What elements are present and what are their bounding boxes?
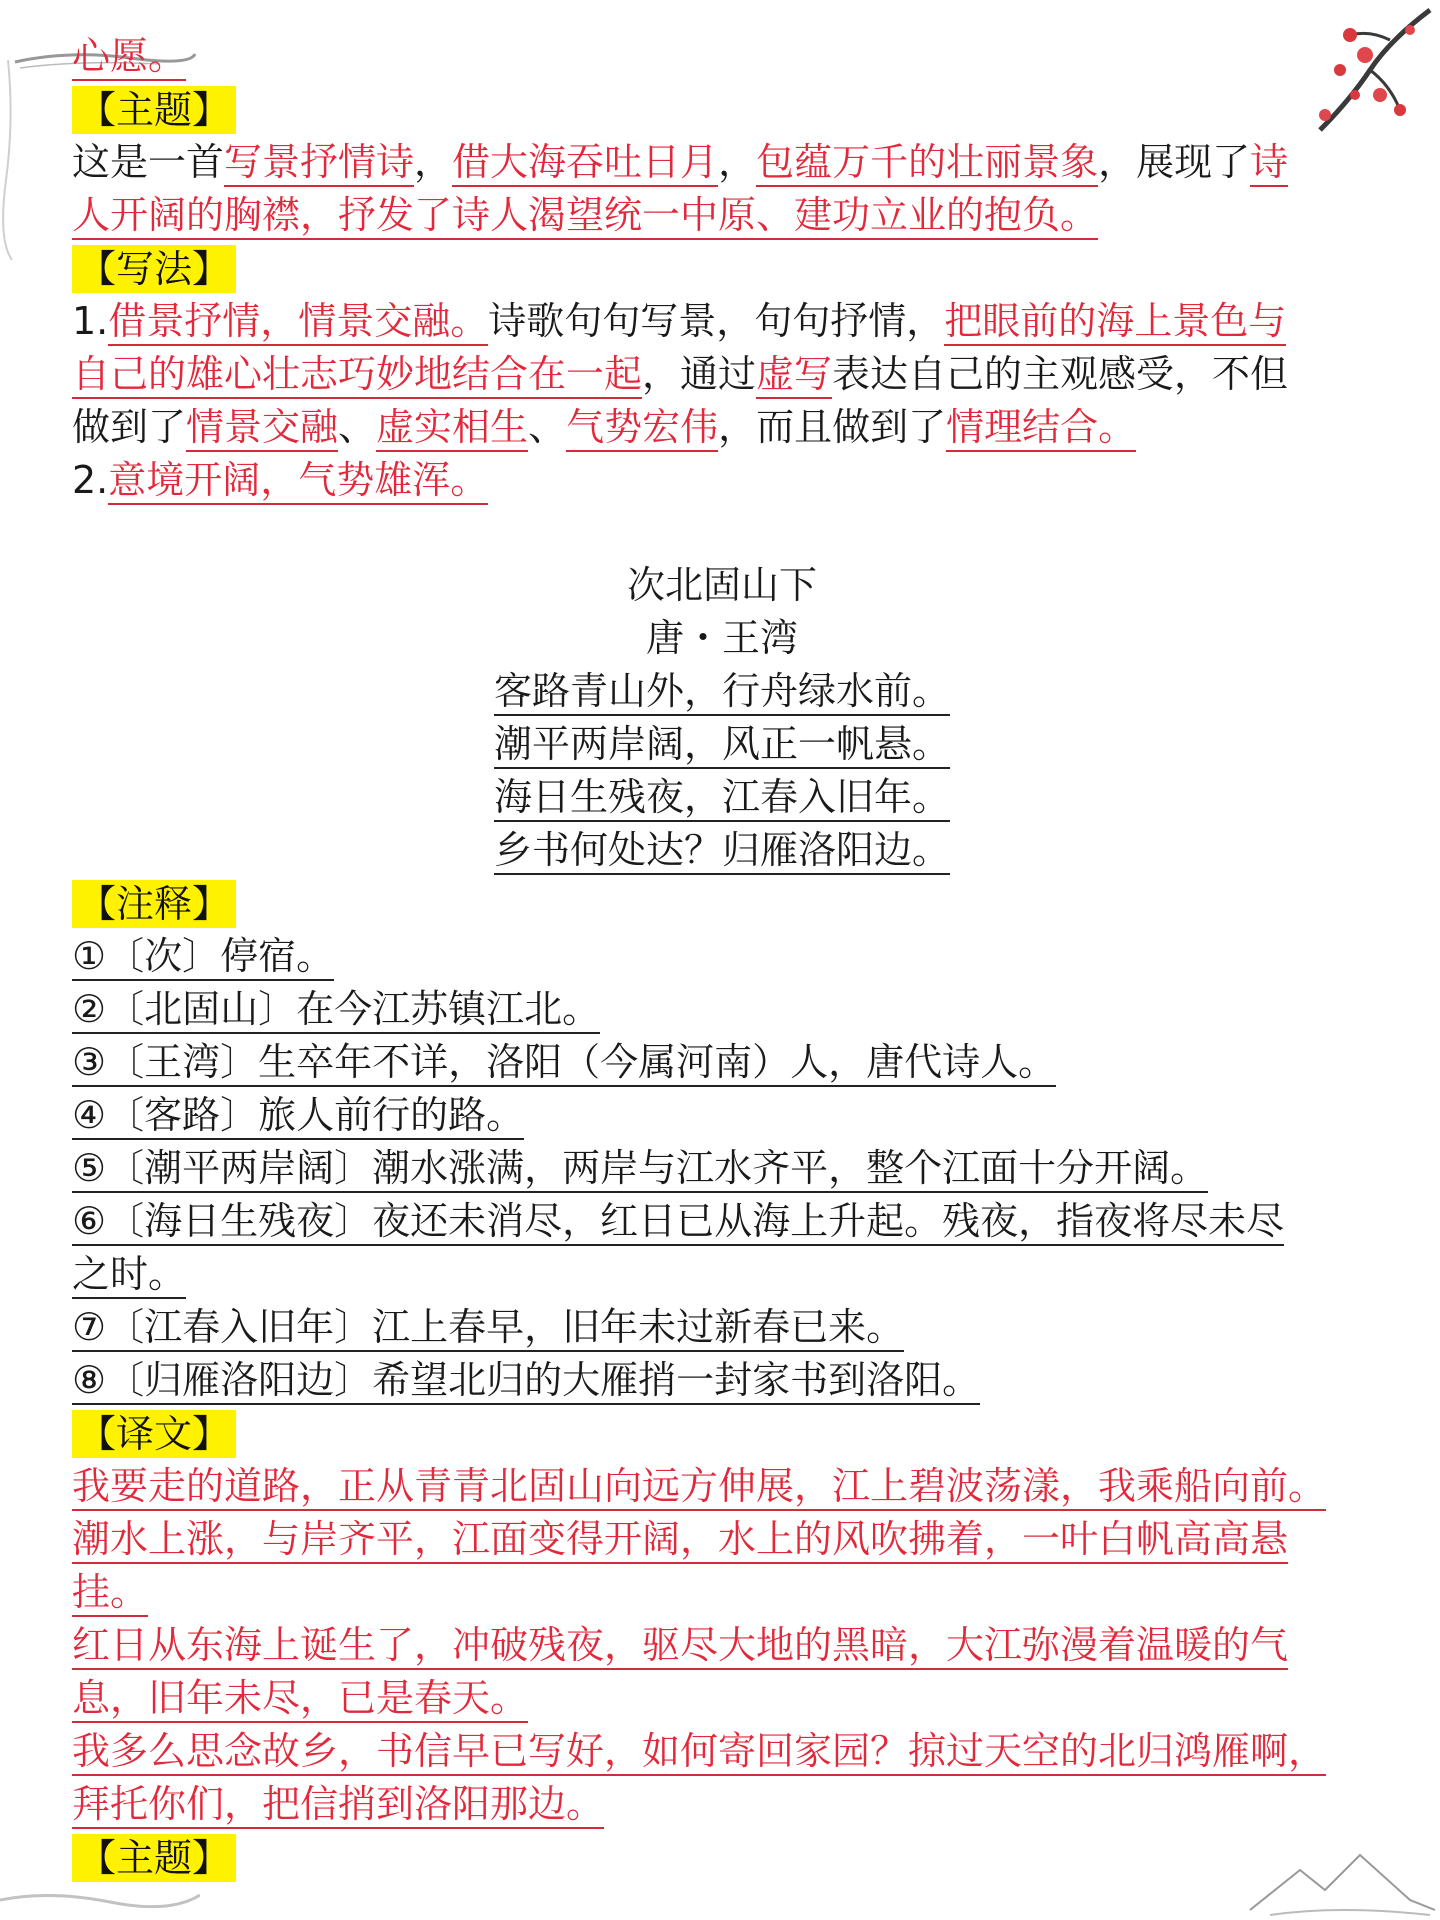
note-item: ⑧〔归雁洛阳边〕希望北归的大雁捎一封家书到洛阳。: [72, 1354, 1372, 1407]
note-item: ⑦〔江春入旧年〕江上春早，旧年未过新春已来。: [72, 1301, 1372, 1354]
theme-line-1: 这是一首写景抒情诗，借大海吞吐日月，包蕴万千的壮丽景象，展现了诗: [72, 136, 1372, 189]
poem-line: 乡书何处达？归雁洛阳边。: [72, 824, 1372, 877]
translation-line: 我要走的道路，正从青青北固山向远方伸展，江上碧波荡漾，我乘船向前。: [72, 1460, 1372, 1513]
note-item: ②〔北固山〕在今江苏镇江北。: [72, 983, 1372, 1036]
poem-line: 潮平两岸阔，风正一帆悬。: [72, 718, 1372, 771]
top-fragment: 心愿。: [72, 30, 1372, 83]
theme-heading-2: 【主题】: [72, 1834, 236, 1882]
poem-line: 客路青山外，行舟绿水前。: [72, 665, 1372, 718]
translation-line: 拜托你们，把信捎到洛阳那边。: [72, 1778, 1372, 1831]
theme-heading: 【主题】: [72, 86, 236, 134]
translation-line: 潮水上涨，与岸齐平，江面变得开阔，水上的风吹拂着，一叶白帆高高悬: [72, 1513, 1372, 1566]
poem-author: 唐・王湾: [645, 616, 798, 660]
translation-line: 红日从东海上诞生了，冲破残夜，驱尽大地的黑暗，大江弥漫着温暖的气: [72, 1619, 1372, 1672]
note-item: ⑥〔海日生残夜〕夜还未消尽，红日已从海上升起。残夜，指夜将尽未尽: [72, 1195, 1372, 1248]
translation-line: 我多么思念故乡，书信早已写好，如何寄回家园？掠过天空的北归鸿雁啊，: [72, 1725, 1372, 1778]
translation-line: 挂。: [72, 1566, 1372, 1619]
note-item: ①〔次〕停宿。: [72, 930, 1372, 983]
theme-section: [72, 83, 1372, 242]
note-item: ④〔客路〕旅人前行的路。: [72, 1089, 1372, 1142]
theme-section-2: [72, 1831, 1372, 1884]
translation-section: [72, 1407, 1372, 1831]
method-line-1: 1.借景抒情，情景交融。诗歌句句写景，句句抒情，把眼前的海上景色与: [72, 295, 1372, 348]
poem-title: 次北固山下: [626, 563, 817, 607]
method-line-3: 做到了情景交融、虚实相生、气势宏伟，而且做到了情理结合。: [72, 401, 1372, 454]
notes-heading: 【注释】: [72, 880, 236, 928]
translation-heading: 【译文】: [72, 1410, 236, 1458]
note-item: ⑤〔潮平两岸阔〕潮水涨满，两岸与江水齐平，整个江面十分开阔。: [72, 1142, 1372, 1195]
method-line-4: 2.意境开阔，气势雄浑。: [72, 454, 1372, 507]
poem-block: [72, 559, 1372, 877]
note-item: 之时。: [72, 1248, 1372, 1301]
method-section: [72, 242, 1372, 507]
notes-section: [72, 877, 1372, 1407]
translation-line: 息，旧年未尽，已是春天。: [72, 1672, 1372, 1725]
poem-line: 海日生残夜，江春入旧年。: [72, 771, 1372, 824]
method-heading: 【写法】: [72, 245, 236, 293]
note-item: ③〔王湾〕生卒年不详，洛阳（今属河南）人，唐代诗人。: [72, 1036, 1372, 1089]
ink-brush-edge-icon: [0, 60, 40, 260]
method-line-2: 自己的雄心壮志巧妙地结合在一起，通过虚写表达自己的主观感受，不但: [72, 348, 1372, 401]
theme-line-2: 人开阔的胸襟，抒发了诗人渴望统一中原、建功立业的抱负。: [72, 189, 1372, 242]
spacer: [72, 507, 1372, 559]
document-content: [72, 30, 1372, 1884]
